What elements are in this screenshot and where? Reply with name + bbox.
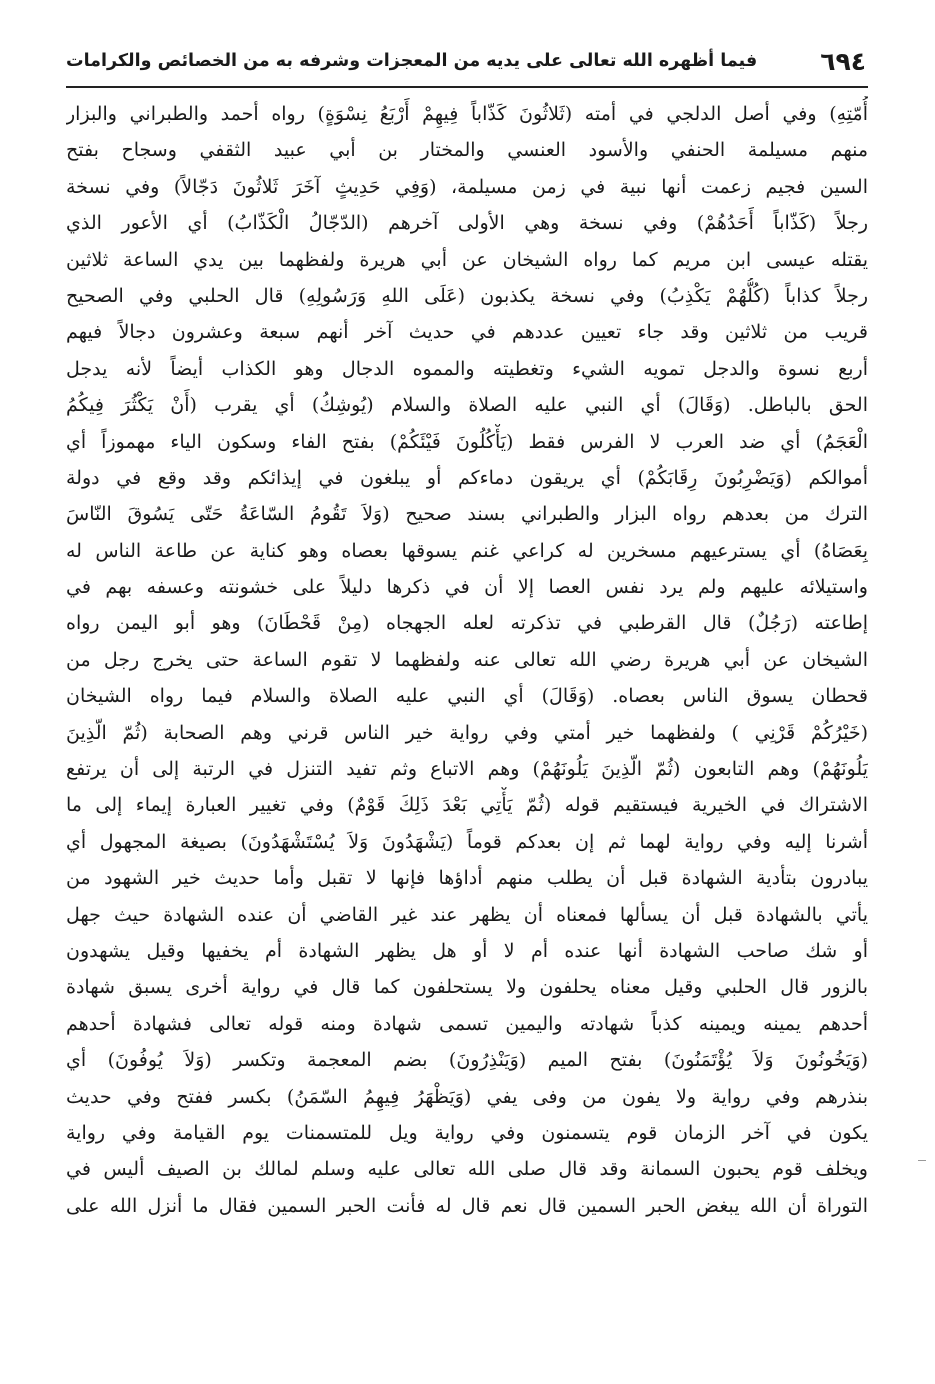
text-line: (خَيْرُكُمْ قَرْنِي ) ولفظهما خير أمتي وفي رواية خير الناس قرني وهم الصحابة (ثُمّ الّذِينَ [66,721,868,744]
text-line: الحق بالباطل. (وَقَالَ) أي النبي عليه الصلاة والسلام (يُوشِكُ) أي يقرب (أَنْ يَكْثُرَ فِيكُمُ [66,394,868,417]
text-line: أربع نسوة والدجل تمويه الشيء وتغطيته والمموه الدجال وهو الكذاب أيضاً لأنه يدجل [66,357,868,380]
text-line: قريب من ثلاثين وقد جاء تعيين عددهم في حديث آخر أنهم سبعة وعشرون دجالاً فيهم [66,321,868,344]
text-line: يَلُونَهُمْ) وهم التابعون (ثُمّ الّذِينَ يَلُونَهُمْ) وهم الاتباع وثم تفيد التنزل في الرتبة إلى أن يرتفع [66,758,868,781]
text-line: الترك من بعدهم رواه البزار والطبراني بسند صحيح (وَلاَ تَقُومُ السّاعَةُ حَتّى يَسُوقَ النّاسَ [66,503,868,526]
body-text [66,96,868,1224]
text-line: يقتله عيسى ابن مريم كما رواه الشيخان عن أبي هريرة ولفظهما بين يدي الساعة ثلاثين [66,248,868,271]
text-line: يأتي بالشهادة قبل أن يسألها فمعناه أن يظهر عند غير القاضي أن عنده الشهادة حيث جهل [66,903,868,926]
text-line: منهم مسيلمة الحنفي والأسود العنسي والمختار بن أبي عبيد الثقفي وسجاح بفتح [66,139,868,162]
text-line: واستيلائه عليهم ولم يرد نفس العصا إلا أن في ذكرها دليلاً على خشونته وعسفه بهم في [66,576,868,599]
text-line: أموالكم (وَيَضْرِبُونَ رِقَابَكُمْ) أي يريقون دماءكم أو يبلغون في إيذائكم وقد وقع في دولة [66,466,868,489]
scan-margin-mark [918,1160,926,1161]
text-line: التوراة أن الله يبغض الحبر السمين قال نعم قال له فأنت الحبر السمين فقال ما أنزل الله على [66,1194,868,1217]
header-rule [66,86,868,88]
text-line: السين فجيم زعمت أنها نبية في زمن مسيلمة، (وَفِي حَدِيثٍ آخَرَ ثَلاثُونَ دَجّالاً) وفي نسخة [66,175,868,198]
text-line: أو شك صاحب الشهادة أنها عنده أم لا أو هل يظهر الشهادة أم يخفيها وقيل يشهدون [66,939,868,962]
text-line: ويخلف قوم يحبون السمانة وقد قال صلى الله تعالى عليه وسلم لمالك بن الصيف أليس في [66,1158,868,1181]
page-number: ٦٩٤ [820,46,866,76]
text-line: بالزور قال الحلبي وقيل معناه يحلفون ولا يستحلفون كما قال في رواية أخرى يسبق شهادة [66,976,868,999]
text-line: رجلاً (كَذّاباً أَحَدُهُمْ) وفي نسخة وهي الأولى آخرهم (الدّجّالُ الْكَذّابُ) أي الأعور الذي [66,212,868,235]
text-line: قحطان يسوق الناس بعصاه. (وَقَالَ) أي النبي عليه الصلاة والسلام فيما رواه الشيخان [66,685,868,708]
text-line: إطاعته (رَجُلٌ) قال القرطبي في تذكرته لعله الجهجاه (مِنْ قَحْطَانَ) وهو أبو اليمن رواه [66,612,868,635]
text-line: يكون في آخر الزمان قوم يتسمنون وفي رواية ويل للمتسمنات يوم القيامة وفي رواية [66,1121,868,1144]
text-line: أُمّتِهِ) وفي أصل الدلجي في أمته (ثَلاثُونَ كَذّاباً فِيهِمْ أَرْبَعُ نِسْوَةٍ) رواه أحمد والطبراني والبزار [66,103,868,125]
running-title: فيما أظهره الله تعالى على يديه من المعجزات وشرفه به من الخصائص والكرامات [66,51,758,71]
text-line: بِعَصَاهُ) أي يسترعيهم مسخرين له كراعي غنم يسوقها بعصاه وهو كناية عن طاعة الناس له [66,539,868,562]
text-line: أحدهم يمينه ويمينه كذباً شهادته واليمين تسمى شهادة ومنه قوله تعالى فشهادة أحدهم [66,1012,868,1035]
text-line: الاشتراك في الخيرية فيستقيم قوله (ثُمّ يَأْتِي بَعْدَ ذَلِكَ قَوْمٌ) وفي تغيير العبارة إيماء إلى ما [66,794,868,817]
text-line: أشرنا إليه وفي رواية لهما ثم إن بعدكم قوماً (يَشْهَدُونَ وَلاَ يُسْتَشْهَدُونَ) بصيغة المجهول أي [66,830,868,853]
text-line: رجلاً كذاباً (كُلُّهُمْ يَكْذِبُ) وفي نسخة يكذبون (عَلَى اللهِ وَرَسُولِهِ) قال الحلبي وفي الصحيح [66,284,868,307]
page-header [66,38,866,84]
text-line: يبادرون بتأدية الشهادة قبل أن يطلب منهم أداؤها فإنها لا تقبل وأما حديث خير الشهود من [66,867,868,890]
text-line: الشيخان عن أبي هريرة رضي الله تعالى عنه ولفظهما لا تقوم الساعة حتى يخرج رجل من [66,648,868,671]
text-line: بنذرهم وفي رواية ولا يفون من وفى يفي (وَيَظْهَرُ فِيهِمُ السّمَنُ) بكسر ففتح وفي حديث [66,1085,868,1108]
text-line: الْعَجَمُ) أي ضد العرب لا الفرس فقط (يَأْكُلُونَ فَيْئَكُمْ) بفتح الفاء وسكون الياء مهموزاً أي [66,430,868,453]
text-line: (وَيَخُونُونَ وَلاَ يُؤْتَمَنُونَ) بفتح الميم (وَيَنْذِرُونَ) بضم المعجمة وتكسر (وَلاَ يُوفُونَ) أي [66,1049,868,1072]
